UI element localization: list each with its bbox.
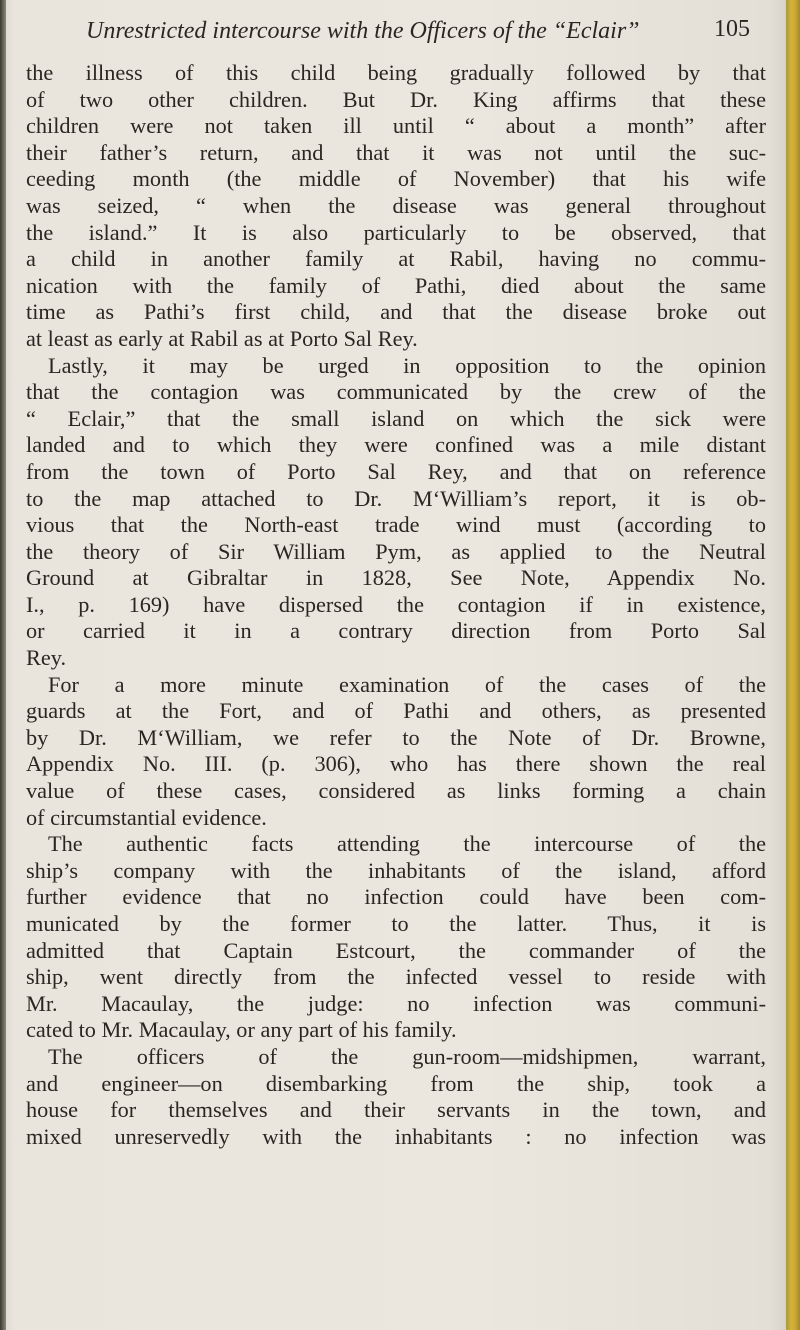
text-line: ship, went directly from the infected vessel to reside with: [26, 964, 766, 990]
text-line: guards at the Fort, and of Pathi and others, as presented: [26, 698, 766, 724]
text-line: municated by the former to the latter. Thus, it is: [26, 911, 766, 936]
text-line: mixed unreservedly with the inhabitants : no infection was: [26, 1123, 766, 1149]
text-line: the theory of Sir William Pym, as applied to the Neutral: [26, 538, 766, 564]
page-binding-edge: [0, 0, 6, 1330]
text-line: For a more minute examination of the cases of the: [48, 671, 766, 697]
text-line: further evidence that no infection could have been com-: [26, 884, 766, 910]
text-line: was seized, “ when the disease was general throughout: [26, 192, 766, 218]
text-line: I., p. 169) have dispersed the contagion if in existence,: [26, 591, 766, 617]
text-line: of circumstantial evidence.: [26, 804, 267, 830]
text-line: and engineer—on disembarking from the ship, took a: [26, 1070, 766, 1096]
text-line: ship’s company with the inhabitants of the island, afford: [26, 857, 766, 883]
page-header: [0, 14, 786, 54]
text-line: children were not taken ill until “ about a month” after: [26, 113, 766, 139]
page-number: 105: [714, 16, 750, 42]
text-line: ceeding month (the middle of November) that his wife: [26, 166, 766, 192]
text-line: the illness of this child being gradually followed by that: [26, 60, 766, 85]
text-line: landed and to which they were confined was a mile distant: [26, 432, 766, 458]
page-gilt-edge: [786, 0, 800, 1330]
text-line: of two other children. But Dr. King affirms that these: [26, 86, 766, 112]
text-line: at least as early at Rabil as at Porto Sal Rey.: [26, 325, 418, 351]
text-line: Mr. Macaulay, the judge: no infection was communi-: [26, 990, 766, 1016]
text-line: their father’s return, and that it was not until the suc-: [26, 139, 766, 165]
text-line: admitted that Captain Estcourt, the commander of the: [26, 937, 766, 963]
text-line: vious that the North-east trade wind must (according to: [26, 512, 766, 538]
text-line: “ Eclair,” that the small island on which the sick were: [26, 405, 766, 431]
running-title: Unrestricted intercourse with the Officers of the “Eclair”: [86, 18, 640, 44]
text-line: The authentic facts attending the intercourse of the: [48, 831, 766, 857]
text-line: a child in another family at Rabil, having no commu-: [26, 246, 766, 272]
text-line: or carried it in a contrary direction from Porto Sal: [26, 618, 766, 644]
text-line: to the map attached to Dr. M‘William’s report, it is ob-: [26, 485, 766, 511]
text-line: the island.” It is also particularly to be observed, that: [26, 219, 766, 245]
text-line: nication with the family of Pathi, died about the same: [26, 272, 766, 298]
body-text: [26, 60, 766, 1260]
text-line: from the town of Porto Sal Rey, and that on reference: [26, 458, 766, 484]
text-line: The officers of the gun-room—midshipmen, warrant,: [48, 1043, 766, 1069]
text-line: Lastly, it may be urged in opposition to the opinion: [48, 352, 766, 378]
text-line: Ground at Gibraltar in 1828, See Note, Appendix No.: [26, 565, 766, 591]
text-line: Rey.: [26, 645, 67, 671]
text-line: house for themselves and their servants in the town, and: [26, 1097, 766, 1123]
text-line: Appendix No. III. (p. 306), who has there shown the real: [26, 751, 766, 777]
text-line: that the contagion was communicated by the crew of the: [26, 379, 766, 405]
text-line: time as Pathi’s first child, and that the disease broke out: [26, 299, 766, 325]
text-line: cated to Mr. Macaulay, or any part of his family.: [26, 1017, 457, 1043]
text-line: by Dr. M‘William, we refer to the Note of Dr. Browne,: [26, 724, 766, 750]
text-line: value of these cases, considered as links forming a chain: [26, 778, 766, 804]
